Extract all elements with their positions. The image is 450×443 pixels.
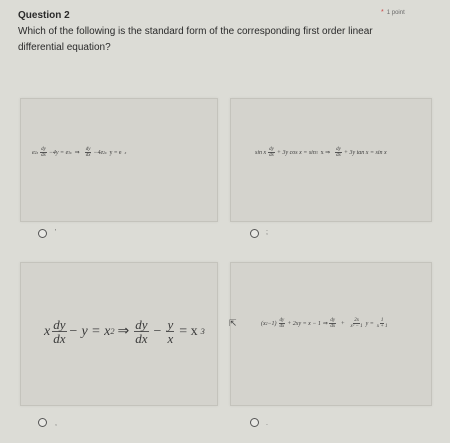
option-radio-b[interactable] [250, 229, 259, 238]
option-image-d [230, 262, 432, 406]
points-label [381, 9, 405, 16]
required-mark: * [381, 9, 384, 16]
question-text: Which of the following is the standard form of the corresponding first order linear differential equation? [18, 26, 373, 53]
option-radio-c[interactable] [38, 418, 47, 427]
option-radio-a-mark: ' [55, 229, 57, 236]
option-image-a [20, 98, 218, 222]
equation-d: (x 2 −1) $\frac{dy}{dx}$ + 2xy = x − 1 ⇒ $\frac{dy}{dx}$ + $\frac{2x}{\text{x² − 1}}$ y = $\frac{1}{x + 1}$ [261, 318, 388, 329]
equation-c: x $\frac{dy}{dx}$ − y = x 2 ⇒ $\frac{dy}{dx}$ − $\frac{y}{x}$ = x 3 [44, 317, 205, 346]
question-title: Question 2 [18, 10, 70, 21]
option-radio-d-mark: . [266, 420, 268, 427]
equation-b: sin x $\frac{dy}{dx}$ + 3y cos x = sin 3 x ⇒ $\frac{dy}{dx}$ + 3y tan x = sin x [255, 147, 387, 158]
mouse-cursor-icon: ⇱ [229, 318, 237, 328]
equation-a: e 2x $\frac{dy}{dx}$ −4y = e 3x ⇒ $\frac{dy}{dx}$ −4e 2x y = e x [32, 147, 127, 158]
option-radio-c-mark: , [55, 420, 57, 427]
option-radio-d[interactable] [250, 418, 259, 427]
option-radio-b-mark: ; [266, 229, 268, 236]
points-value: 1 point [386, 10, 405, 16]
option-radio-a[interactable] [38, 229, 47, 238]
option-image-b [230, 98, 432, 222]
